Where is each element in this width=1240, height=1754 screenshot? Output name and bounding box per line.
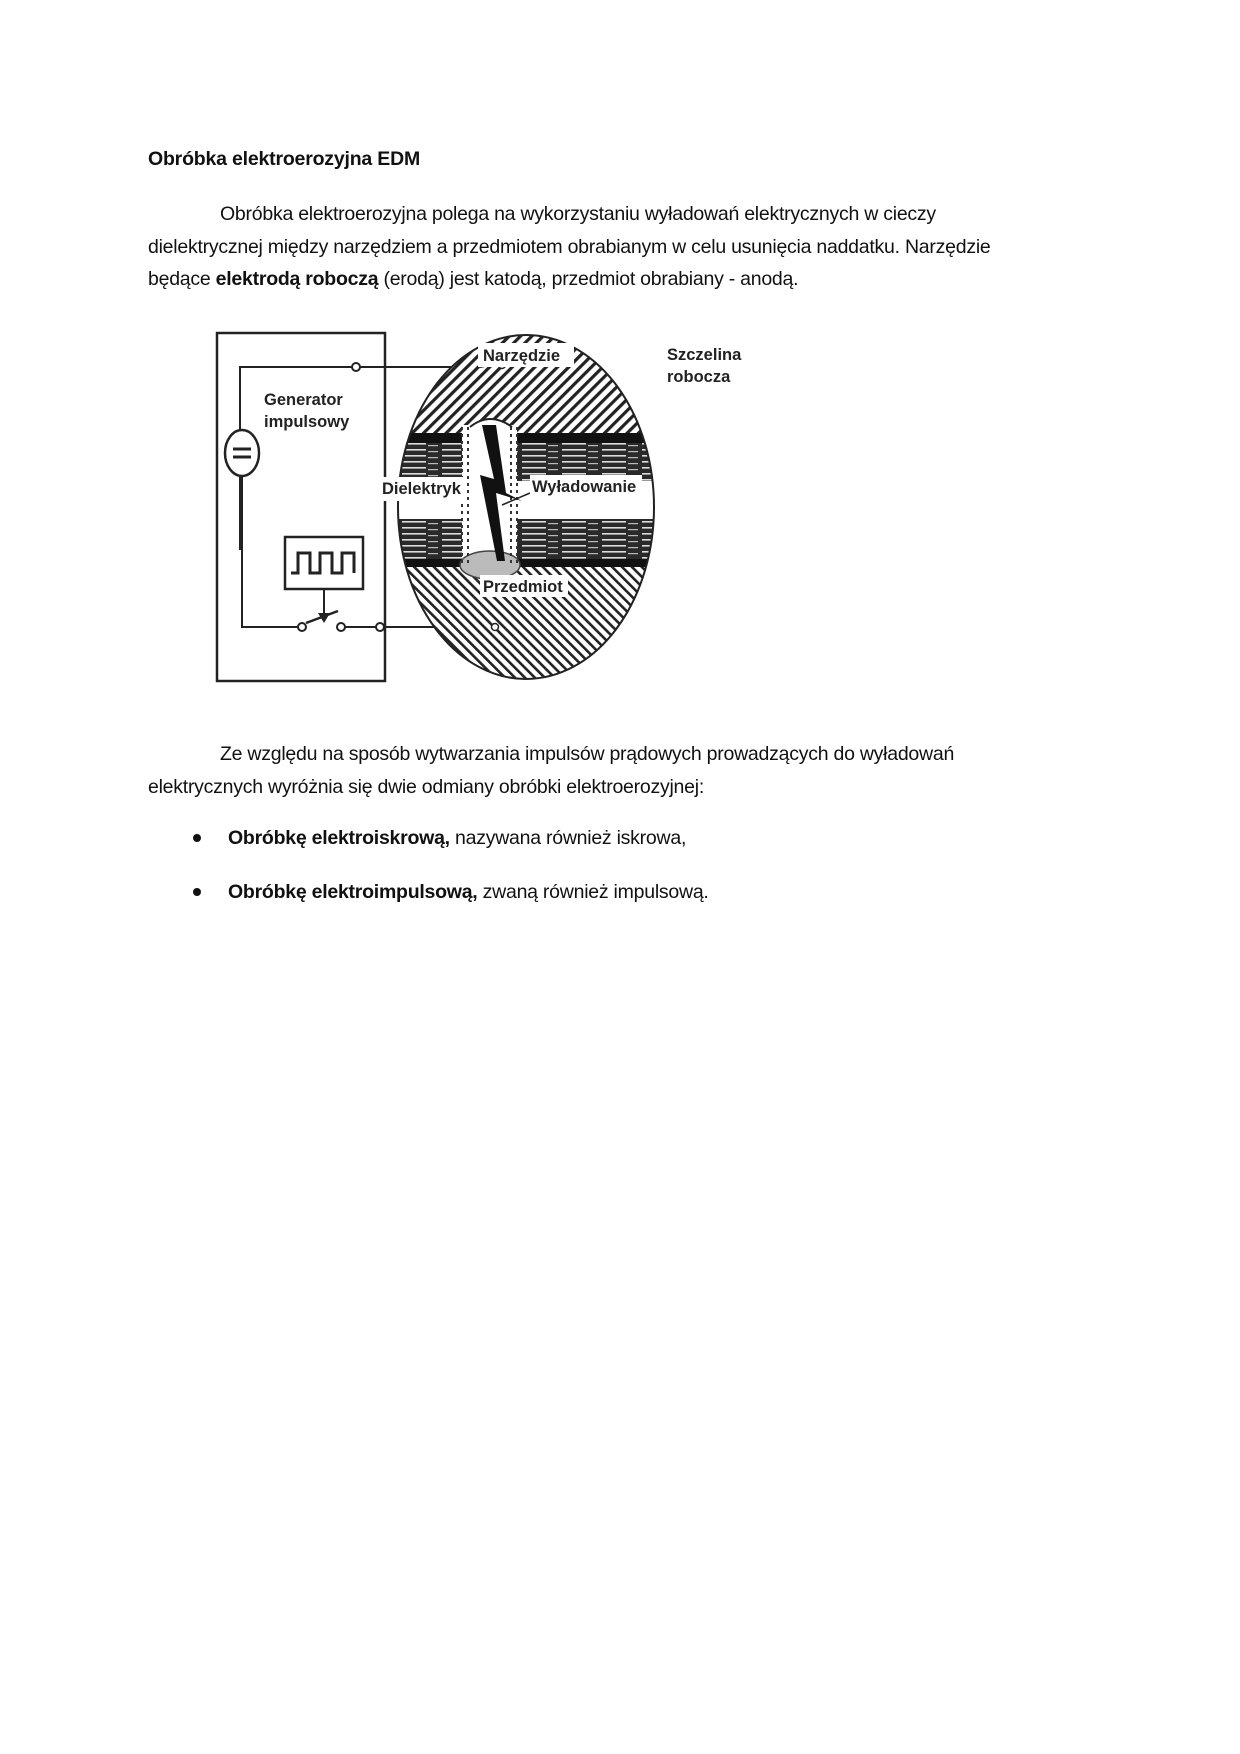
intro-line-2: dielektrycznej między narzędziem a przedmiotem obrabianym w celu usunięcia naddatku. Narzędzie <box>148 235 991 258</box>
bold-term-electrode: elektrodą roboczą <box>215 268 379 290</box>
workpiece-label: Przedmiot <box>483 578 563 596</box>
gap-label-line2: robocza <box>667 368 731 386</box>
pulse-waveform-icon <box>285 537 363 589</box>
gap-label-line1: Szczelina <box>667 346 742 364</box>
discharge-label: Wyładowanie <box>532 478 637 496</box>
intro-paragraph <box>148 198 1088 296</box>
types-line-2: elektrycznych wyróżnia się dwie odmiany obróbki elektroerozyjnej: <box>148 775 705 798</box>
generator-label-line1: Generator <box>264 391 343 409</box>
intro-line-1: Obróbka elektroerozyjna polega na wykorzystaniu wyładowań elektrycznych w cieczy <box>220 203 936 225</box>
electrode-cross-section <box>380 330 670 687</box>
document-heading: Obróbka elektroerozyjna EDM <box>148 148 421 170</box>
tool-label: Narzędzie <box>483 347 561 365</box>
edm-types-list <box>148 822 709 930</box>
list-item: Obróbkę elektroiskrową, nazywana również iskrowa, <box>148 822 709 854</box>
types-paragraph <box>148 738 1088 803</box>
bullet-icon <box>193 834 201 842</box>
dc-source-icon <box>225 430 259 476</box>
generator-label-line2: impulsowy <box>264 413 350 431</box>
list-item: Obróbkę elektroimpulsową, zwaną również impulsową. <box>148 876 709 908</box>
dielectric-label: Dielektryk <box>382 480 461 498</box>
intro-line-3: będące elektrodą roboczą (erodą) jest katodą, przedmiot obrabiany - anodą. <box>148 268 799 290</box>
types-line-1: Ze względu na sposób wytwarzania impulsów prądowych prowadzących do wyładowań <box>220 743 955 765</box>
dielectric-lower <box>390 519 670 559</box>
edm-diagram <box>200 315 800 695</box>
bullet-icon <box>193 888 201 896</box>
